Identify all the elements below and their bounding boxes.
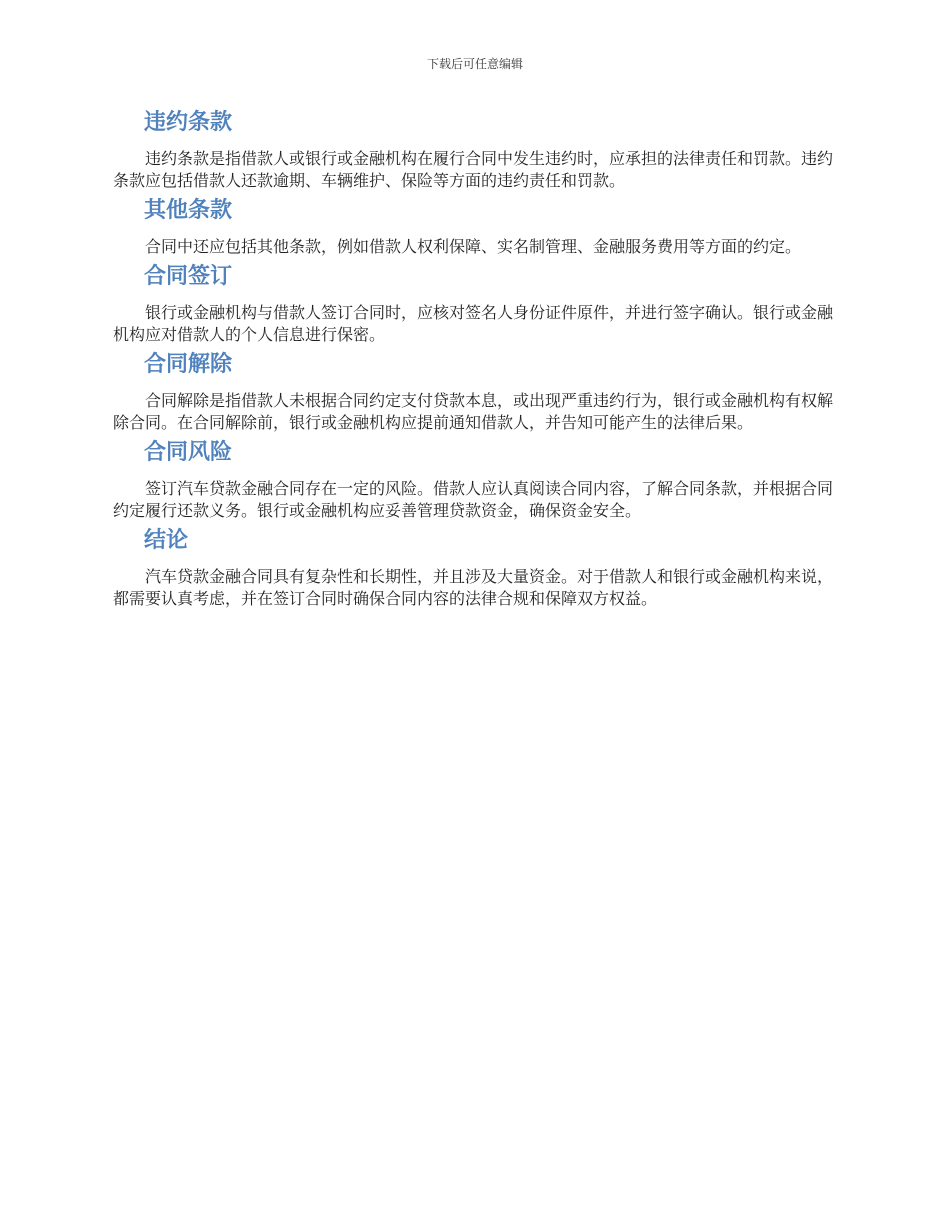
section-contract-signing	[113, 262, 843, 346]
section-other-clauses	[113, 196, 843, 258]
section-paragraph: 汽车贷款金融合同具有复杂性和长期性，并且涉及大量资金。对于借款人和银行或金融机构来说，都需要认真考虑，并在签订合同时确保合同内容的法律合规和保障双方权益。	[113, 567, 834, 608]
section-paragraph: 签订汽车贷款金融合同存在一定的风险。借款人应认真阅读合同内容，了解合同条款，并根据合同约定履行还款义务。银行或金融机构应妥善管理贷款资金，确保资金安全。	[113, 479, 834, 520]
section-paragraph: 违约条款是指借款人或银行或金融机构在履行合同中发生违约时，应承担的法律责任和罚款。违约条款应包括借款人还款逾期、车辆维护、保险等方面的违约责任和罚款。	[113, 149, 834, 190]
section-title: 结论	[144, 528, 189, 553]
page-header: 下载后可任意编辑	[426, 57, 523, 71]
section-title: 合同签订	[144, 264, 233, 289]
section-contract-risk	[113, 438, 843, 522]
section-contract-termination	[113, 350, 843, 434]
section-paragraph: 合同中还应包括其他条款，例如借款人权利保障、实名制管理、金融服务费用等方面的约定。	[145, 237, 802, 256]
section-title: 合同风险	[144, 440, 233, 465]
section-title: 违约条款	[144, 110, 233, 135]
section-title: 合同解除	[144, 352, 233, 377]
document-body	[113, 108, 843, 614]
section-paragraph: 合同解除是指借款人未根据合同约定支付贷款本息，或出现严重违约行为，银行或金融机构有权解除合同。在合同解除前，银行或金融机构应提前通知借款人，并告知可能产生的法律后果。	[113, 391, 834, 432]
section-breach-clause	[113, 108, 843, 192]
section-paragraph: 银行或金融机构与借款人签订合同时，应核对签名人身份证件原件，并进行签字确认。银行或金融机构应对借款人的个人信息进行保密。	[113, 303, 834, 344]
section-title: 其他条款	[144, 198, 233, 223]
section-conclusion	[113, 526, 843, 610]
